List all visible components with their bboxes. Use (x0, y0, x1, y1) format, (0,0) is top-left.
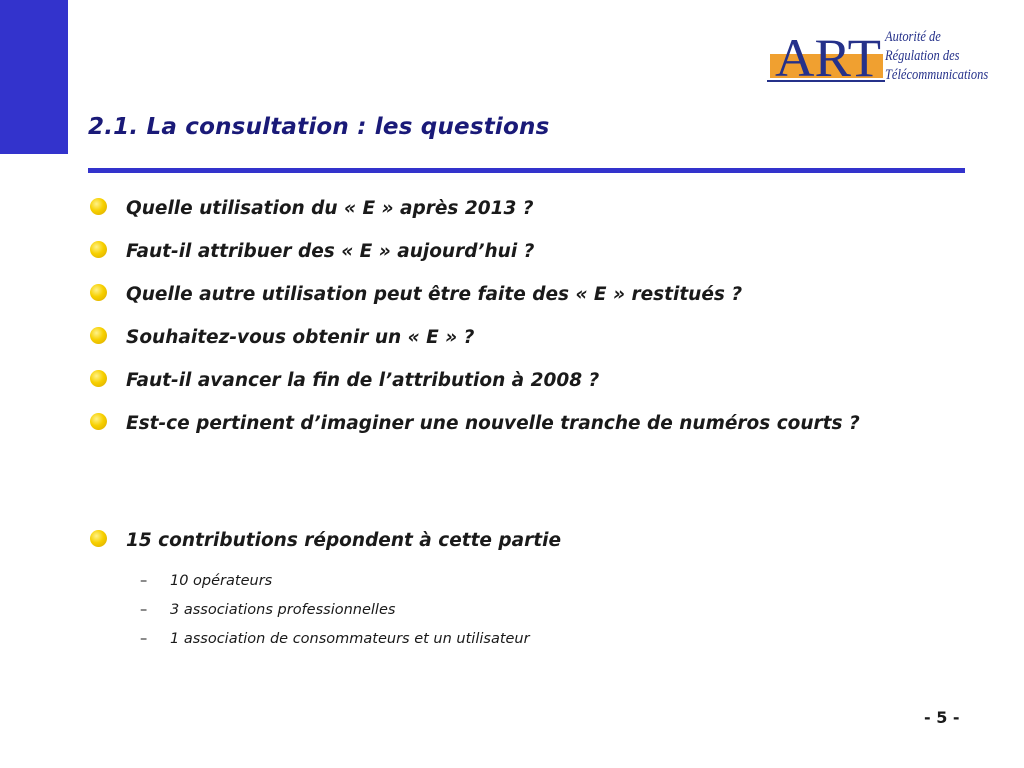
question-text: Faut-il avancer la fin de l’attribution à 2008 ? (126, 370, 600, 391)
bullet-dot-icon (90, 413, 107, 430)
summary-text: 15 contributions répondent à cette partie (126, 530, 562, 551)
logo-line-2: Régulation des (885, 48, 960, 64)
bullet-dot-icon (90, 198, 107, 215)
question-item (88, 239, 968, 264)
bullet-dot-icon (90, 530, 107, 547)
page-number: - 5 - (924, 708, 960, 727)
breakdown-item (140, 631, 530, 660)
question-item (88, 368, 968, 393)
dash-icon: – (140, 573, 148, 589)
contributions-summary (88, 528, 1006, 553)
question-list (88, 196, 968, 454)
question-text: Souhaitez-vous obtenir un « E » ? (126, 327, 475, 348)
dash-icon: – (140, 631, 148, 647)
bullet-dot-icon (90, 327, 107, 344)
question-item (88, 411, 968, 436)
bullet-dot-icon (90, 370, 107, 387)
logo-caption (885, 28, 988, 85)
slide-title: 2.1. La consultation : les questions (88, 114, 550, 140)
bullet-dot-icon (90, 284, 107, 301)
breakdown-text: 3 associations professionnelles (170, 602, 396, 618)
art-logo (767, 24, 991, 88)
logo-wordmark: ART (775, 28, 882, 86)
breakdown-item (140, 573, 530, 602)
question-item (88, 325, 968, 350)
logo-line-1: Autorité de (885, 29, 941, 45)
bullet-dot-icon (90, 241, 107, 258)
breakdown-text: 10 opérateurs (170, 573, 273, 589)
question-text: Faut-il attribuer des « E » aujourd’hui ? (126, 241, 535, 262)
side-accent-bar (0, 0, 68, 154)
title-underline (88, 168, 965, 173)
dash-icon: – (140, 602, 148, 618)
question-item (88, 196, 968, 221)
art-logo-mark (767, 24, 885, 86)
breakdown-item (140, 602, 530, 631)
question-text: Est-ce pertinent d’imaginer une nouvelle tranche de numéros courts ? (126, 413, 860, 434)
question-item (88, 282, 968, 307)
logo-line-3: Télécommunications (885, 67, 989, 83)
question-text: Quelle utilisation du « E » après 2013 ? (126, 198, 534, 219)
breakdown-text: 1 association de consommateurs et un utilisateur (170, 631, 530, 647)
question-text: Quelle autre utilisation peut être faite des « E » restitués ? (126, 284, 743, 305)
contributions-breakdown (140, 573, 530, 660)
